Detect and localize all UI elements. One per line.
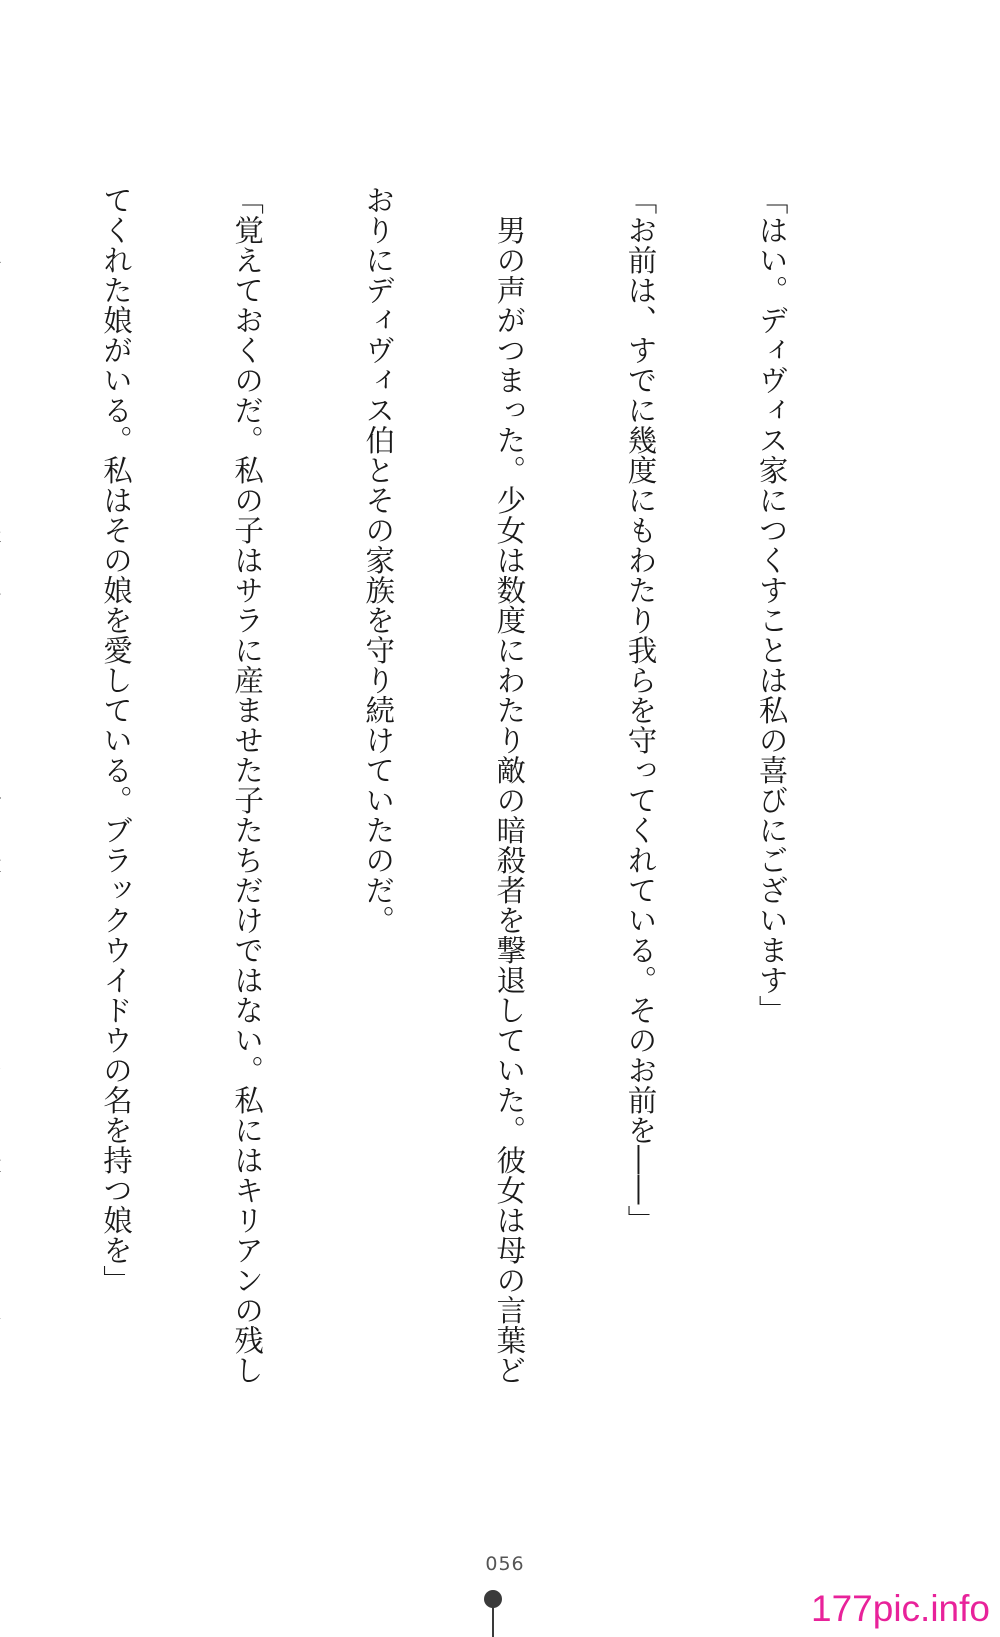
text-line: 「はい。ディヴィス家につくすことは私の喜びにございます」 [754,185,789,1025]
text-line: おりにディヴィス伯とその家族を守り続けていたのだ。 [361,185,396,935]
page-number: 056 [485,1553,525,1575]
watermark: 177pic.info [811,1588,990,1629]
vertical-text-body [99,185,880,1385]
text-line: てくれた娘がいる。私はその娘を愛している。ブラックウイドウの名を持つ娘を」 [99,185,134,1295]
text-line: 男の声がつまった。少女は数度にわたり敵の暗殺者を撃退していた。彼女は母の言葉ど [492,185,527,1385]
text-line [0,185,6,1335]
text-line: 「お前は、すでに幾度にもわたり我らを守ってくれている。そのお前を――」 [623,185,658,1235]
page-marker-line [492,1604,494,1637]
text-line: 「覚えておくのだ。私の子はサラに産ませた子たちだけではない。私にはキリアンの残し [230,185,265,1385]
